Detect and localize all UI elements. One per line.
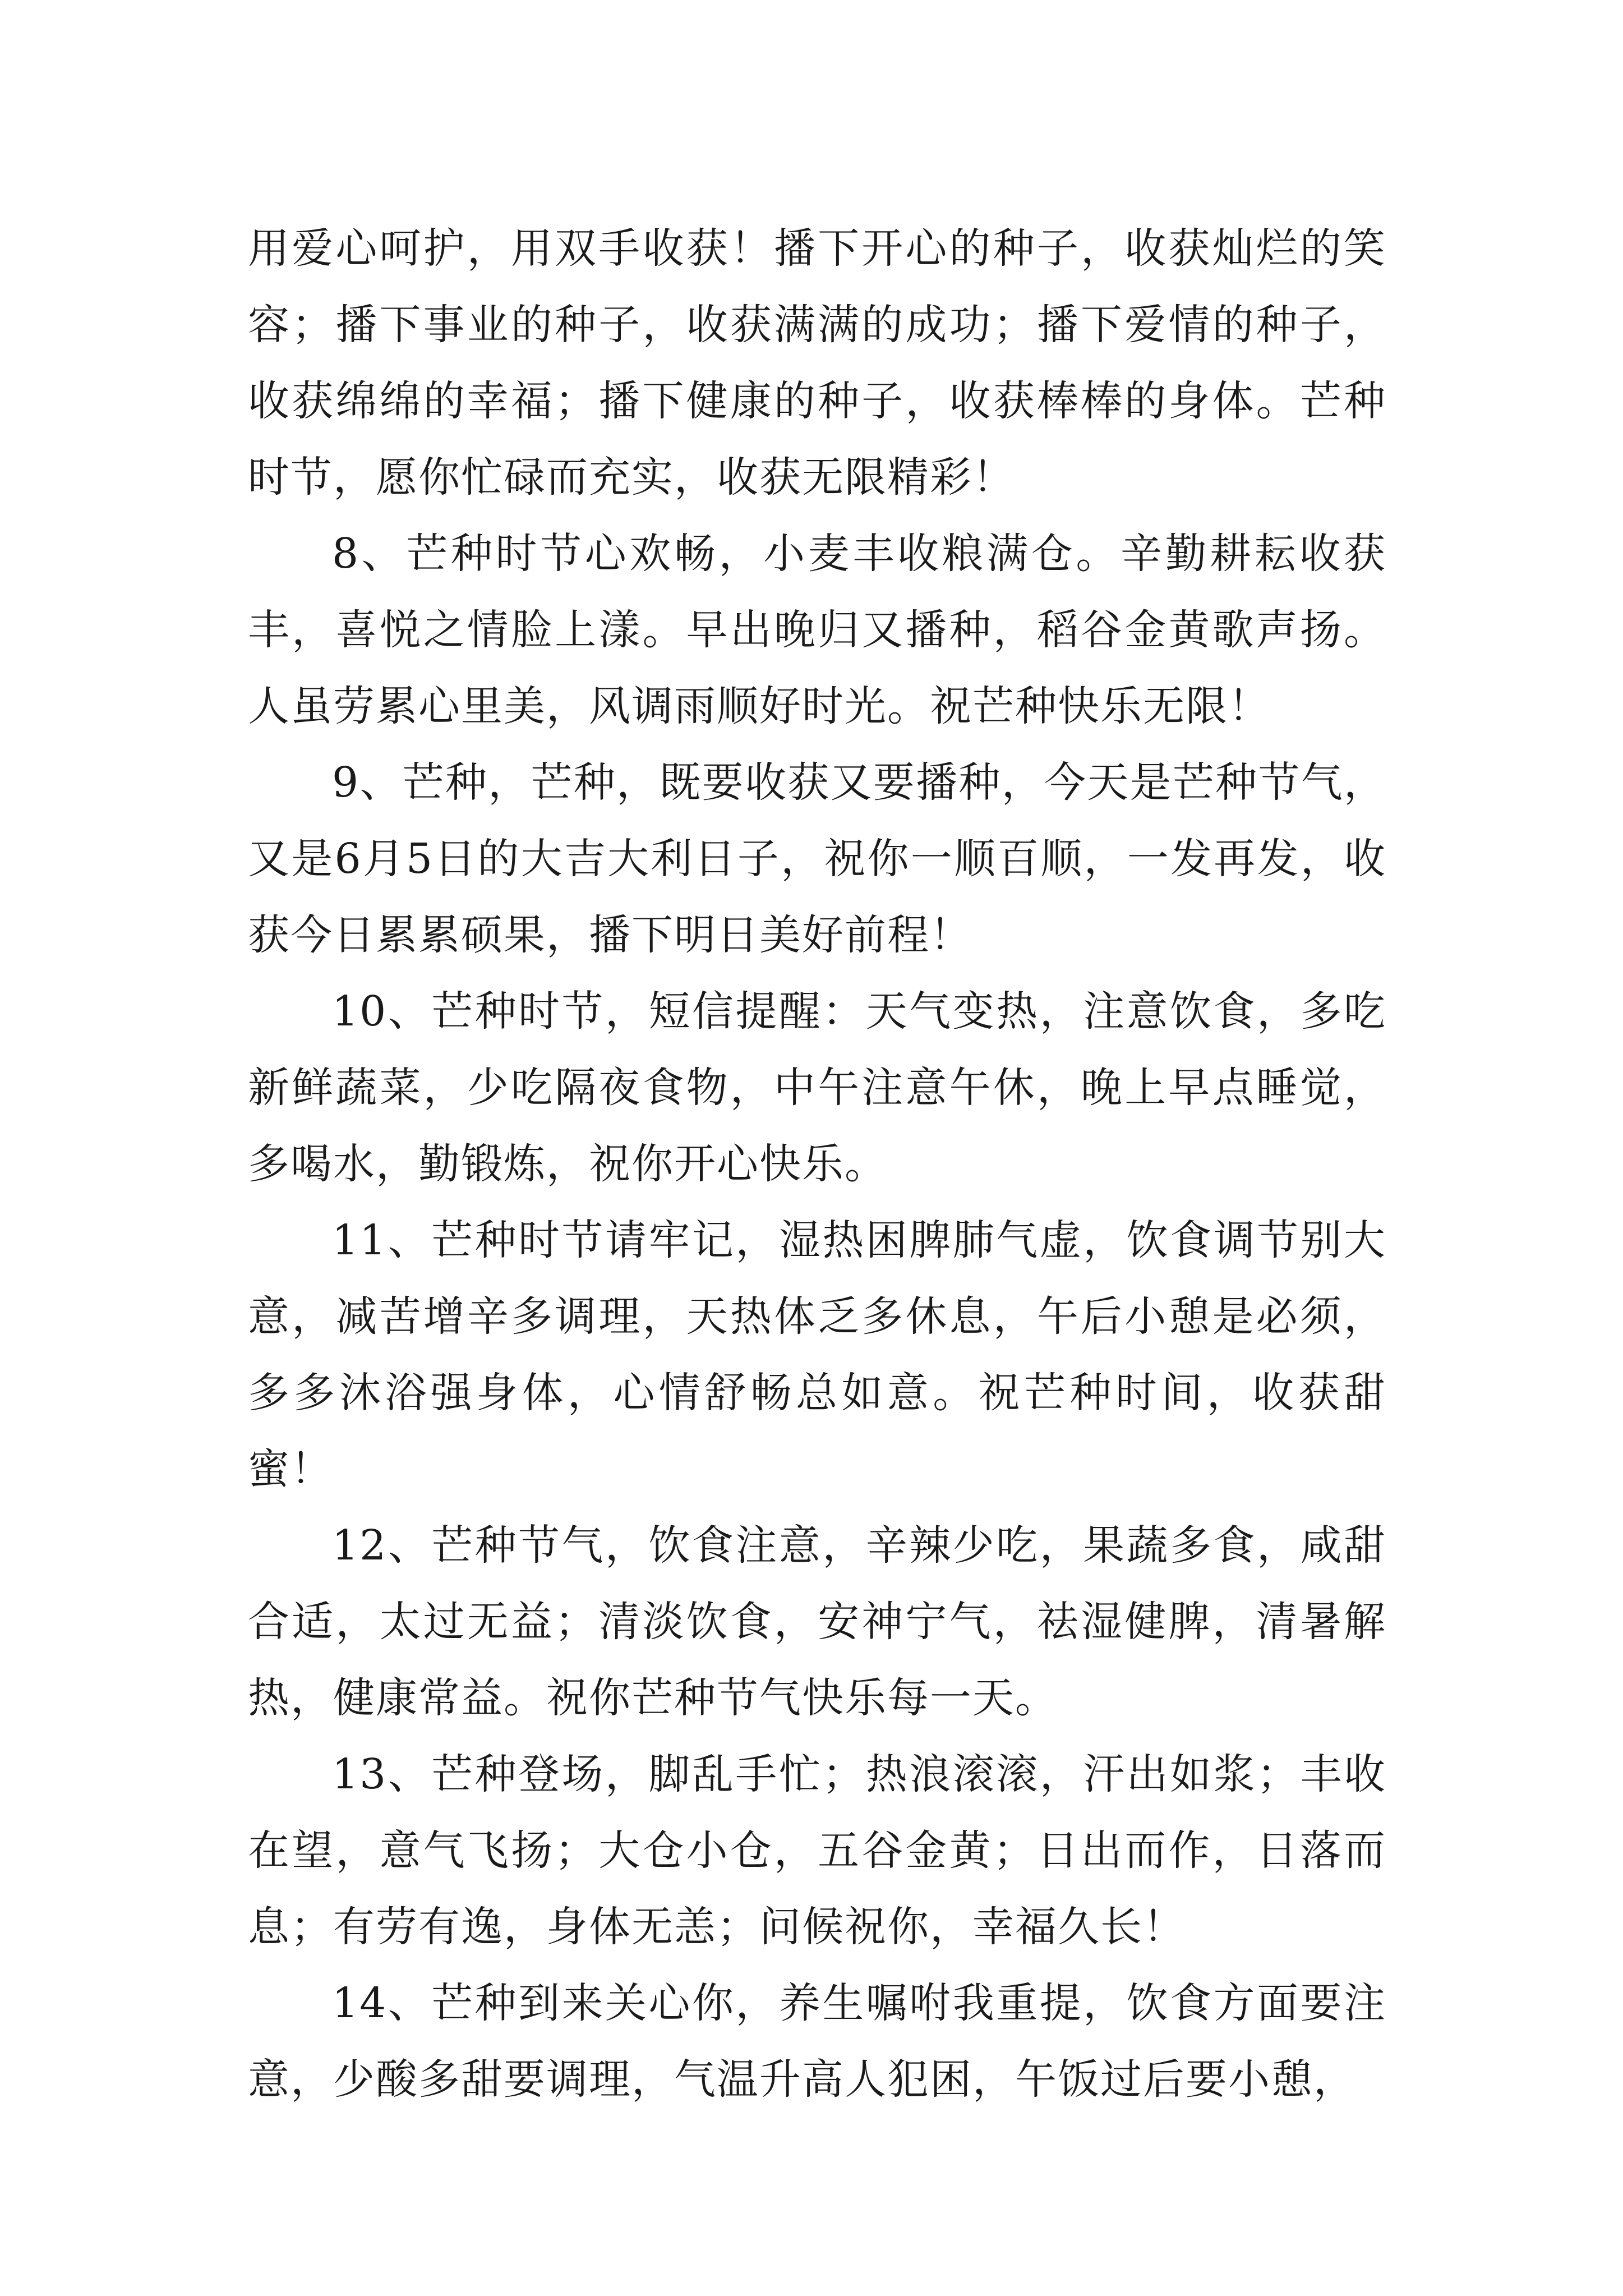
document-body: [248, 210, 1386, 2118]
paragraph-continuation: 用爱心呵护，用双手收获！播下开心的种子，收获灿烂的笑容；播下事业的种子，收获满满的成功；播下爱情的种子，收获绵绵的幸福；播下健康的种子，收获棒棒的身体。芒种时节，愿你忙碌而充实，收获无限精彩！: [248, 224, 1386, 501]
paragraph-item-13: 13、芒种登场，脚乱手忙；热浪滚滚，汗出如浆；丰收在望，意气飞扬；大仓小仓，五谷金黄；日出而作，日落而息；有劳有逸，身体无恙；问候祝你，幸福久长！: [248, 1750, 1386, 1951]
paragraph-item-11: 11、芒种时节请牢记，湿热困脾肺气虚，饮食调节别大意，减苦增辛多调理，天热体乏多休息，午后小憩是必须，多多沐浴强身体，心情舒畅总如意。祝芒种时间，收获甜蜜！: [248, 1216, 1386, 1493]
paragraph-item-8: 8、芒种时节心欢畅，小麦丰收粮满仓。辛勤耕耘收获丰，喜悦之情脸上漾。早出晚归又播种，稻谷金黄歌声扬。人虽劳累心里美，风调雨顺好时光。祝芒种快乐无限！: [248, 530, 1386, 730]
paragraph-item-9: 9、芒种，芒种，既要收获又要播种，今天是芒种节气，又是6月5日的大吉大利日子，祝你一顺百顺，一发再发，收获今日累累硕果，播下明日美好前程！: [248, 758, 1386, 959]
paragraph-item-14: 14、芒种到来关心你，养生嘱咐我重提，饮食方面要注意，少酸多甜要调理，气温升高人犯困，午饭过后要小憩，: [248, 1979, 1386, 2104]
paragraph-item-12: 12、芒种节气，饮食注意，辛辣少吃，果蔬多食，咸甜合适，太过无益；清淡饮食，安神宁气，祛湿健脾，清暑解热，健康常益。祝你芒种节气快乐每一天。: [248, 1521, 1386, 1722]
paragraph-item-10: 10、芒种时节，短信提醒：天气变热，注意饮食，多吃新鲜蔬菜，少吃隔夜食物，中午注意午休，晚上早点睡觉，多喝水，勤锻炼，祝你开心快乐。: [248, 987, 1386, 1188]
